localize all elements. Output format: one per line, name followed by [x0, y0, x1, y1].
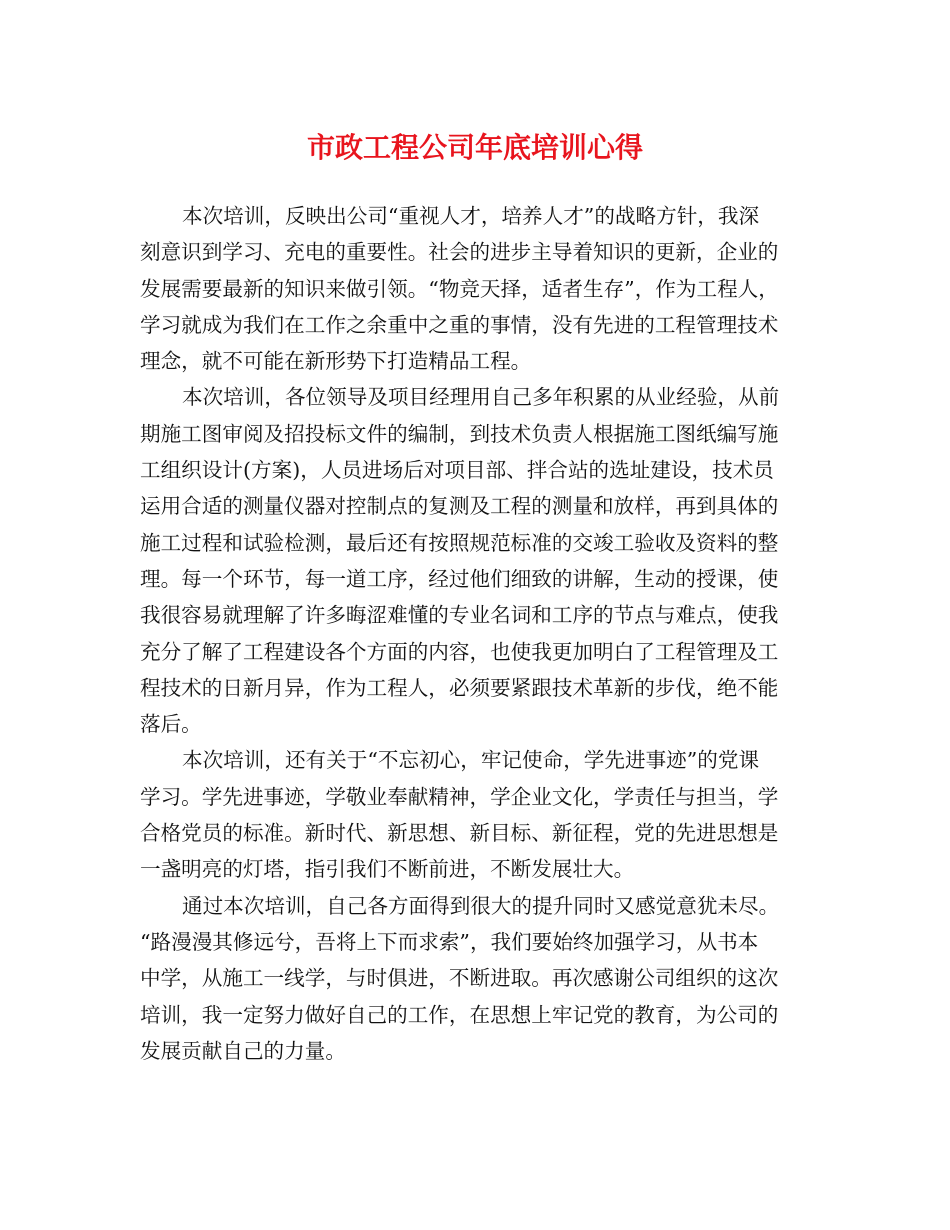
body-text-line: 施工过程和试验检测，最后还有按照规范标准的交竣工验收及资料的整 — [140, 530, 779, 555]
body-text-line: 本次培训，还有关于“不忘初心，牢记使命，学先进事迹”的党课 — [182, 748, 760, 773]
body-text-line: 期施工图审阅及招投标文件的编制，到技术负责人根据施工图纸编写施 — [140, 421, 779, 446]
body-text-line: 中学，从施工一线学，与时俱进，不断进取。再次感谢公司组织的这次 — [140, 966, 779, 991]
body-text-line: 学习就成为我们在工作之余重中之重的事情，没有先进的工程管理技术 — [140, 312, 779, 337]
body-text-line: 运用合适的测量仪器对控制点的复测及工程的测量和放样，再到具体的 — [140, 494, 779, 519]
body-text-line: 本次培训，反映出公司“重视人才，培养人才”的战略方针，我深 — [182, 204, 760, 228]
body-text-line: 刻意识到学习、充电的重要性。社会的进步主导着知识的更新，企业的 — [140, 240, 779, 265]
body-text-line: 理。每一个环节，每一道工序，经过他们细致的讲解，生动的授课，使 — [140, 566, 779, 591]
body-text-line: 充分了解了工程建设各个方面的内容，也使我更加明白了工程管理及工 — [140, 639, 779, 664]
document-body — [140, 198, 815, 1069]
body-text-line: 落后。 — [140, 712, 202, 737]
body-text-line: 一盏明亮的灯塔，指引我们不断前进，不断发展壮大。 — [140, 857, 635, 882]
body-text-line: 学习。学先进事迹，学敬业奉献精神，学企业文化，学责任与担当，学 — [140, 784, 779, 809]
body-text-line: 通过本次培训，自己各方面得到很大的提升同时又感觉意犹未尽。 — [182, 893, 780, 918]
body-text-line: 我很容易就理解了许多晦涩难懂的专业名词和工序的节点与难点，使我 — [140, 603, 779, 628]
body-text-line: 发展需要最新的知识来做引领。“物竞天择，适者生存”，作为工程人， — [140, 276, 779, 301]
body-text-line: 本次培训，各位领导及项目经理用自己多年积累的从业经验，从前 — [182, 385, 780, 410]
document-title: 市政工程公司年底培训心得 — [306, 131, 643, 164]
body-text-line: 发展贡献自己的力量。 — [140, 1038, 346, 1063]
body-text-line: 工组织设计(方案)，人员进场后对项目部、拌合站的选址建设，技术员 — [140, 458, 774, 483]
body-text-line: 程技术的日新月异，作为工程人，必须要紧跟技术革新的步伐，绝不能 — [140, 675, 779, 700]
body-text-line: 理念，就不可能在新形势下打造精品工程。 — [140, 349, 532, 374]
body-text-line: 培训，我一定努力做好自己的工作，在思想上牢记党的教育，为公司的 — [140, 1002, 779, 1027]
body-text-line: 合格党员的标准。新时代、新思想、新目标、新征程，党的先进思想是 — [140, 821, 779, 846]
body-text-line: “路漫漫其修远兮，吾将上下而求索”，我们要始终加强学习，从书本 — [140, 929, 759, 954]
